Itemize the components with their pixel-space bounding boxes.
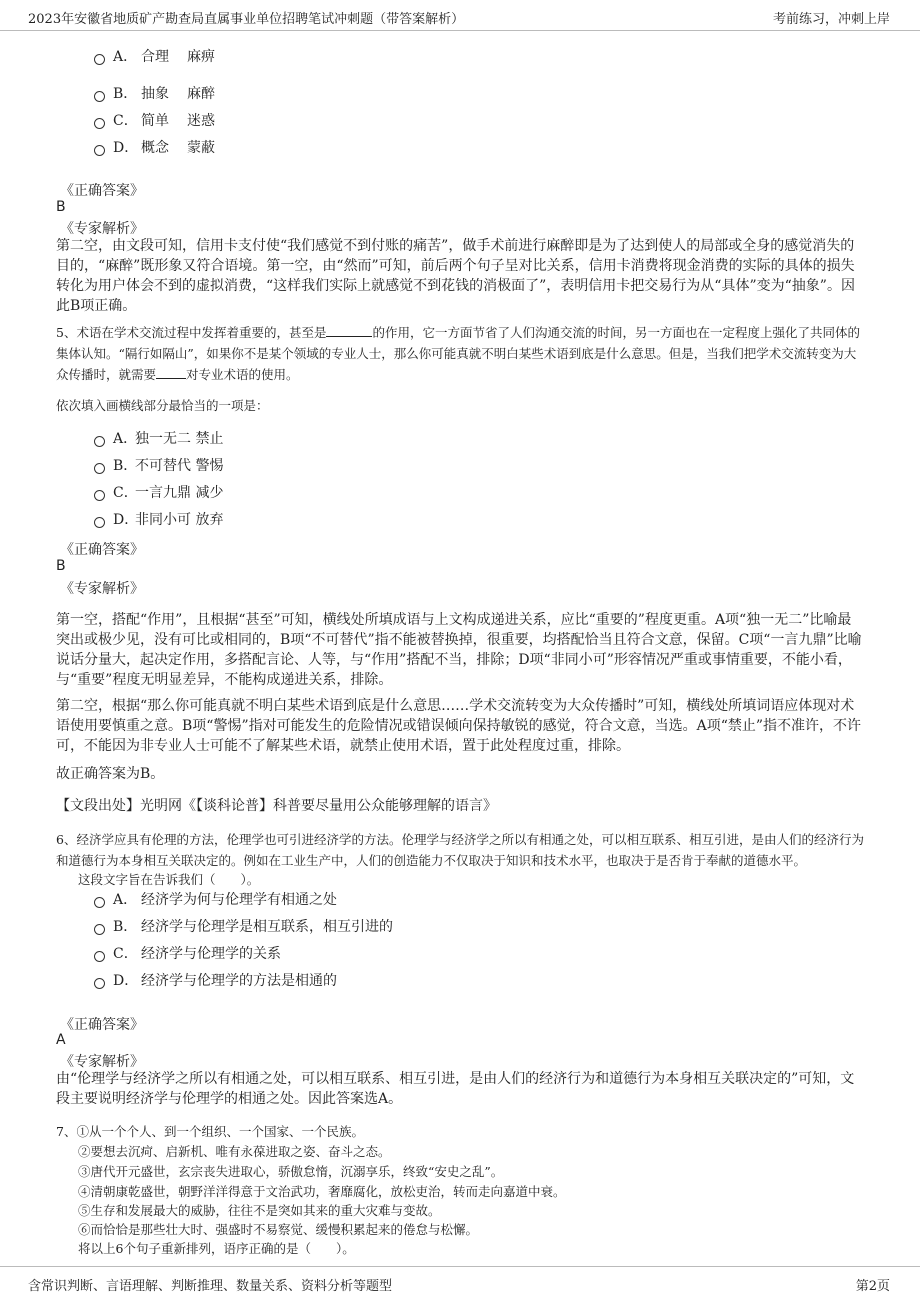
q6-option-b[interactable]: B． 经济学与伦理学是相互联系，相互引进的 — [94, 917, 393, 937]
footer-text: 含常识判断、言语理解、判断推理、数量关系、资料分析等题型 — [28, 1279, 393, 1294]
q5-answer-label: 《正确答案》 — [60, 542, 144, 558]
header-slogan: 考前练习，冲刺上岸 — [772, 12, 890, 27]
q4-option-b[interactable]: B． 抽象 麻醉 — [94, 84, 215, 104]
q4-option-a[interactable]: A． 合理 麻痹 — [94, 47, 215, 67]
radio-icon[interactable] — [94, 978, 105, 989]
page-number: 第2页 — [855, 1279, 890, 1294]
q5-option-c[interactable]: C．一言九鼎 减少 — [94, 483, 223, 503]
q4-analysis-label: 《专家解析》 — [60, 221, 144, 237]
q5-source: 【文段出处】光明网《【谈科论普】科普要尽量用公众能够理解的语言》 — [56, 798, 497, 814]
q6-question: 这段文字旨在告诉我们（ ）。 — [78, 872, 260, 887]
radio-icon[interactable] — [94, 463, 105, 474]
radio-icon[interactable] — [94, 924, 105, 935]
q4-analysis: 第二空，由文段可知，信用卡支付使“我们感觉不到付账的痛苦”，做手术前进行麻醉即是为了达到使人的局部或全身的感觉消失的目的，“麻醉”既形象又符合语境。第一空，由“然而”可知，前后两个句子呈对比关系，信用卡消费将现金消费的实际的具体的损失转化为用户体会不到的虚拟消费，“这样我们实际上就感觉不到花钱的消极面了”，表明信用卡把交易行为从“具体”变为“抽象”。因此B项正确。 — [56, 238, 855, 314]
radio-icon[interactable] — [94, 54, 105, 65]
q6-option-d[interactable]: D． 经济学与伦理学的方法是相通的 — [94, 971, 337, 991]
page-header — [0, 0, 920, 31]
q4-option-d[interactable]: D． 概念 蒙蔽 — [94, 138, 215, 158]
radio-icon[interactable] — [94, 118, 105, 129]
q5-analysis-p2: 第二空，根据“那么你可能真就不明白某些术语到底是什么意思……学术交流转变为大众传播时”可知，横线处所填词语应体现对术语使用要慎重之意。B项“警惕”指对可能发生的危险情况或错误倾向保持敏锐的感觉，符合文意，当选。A项“禁止”指不准许，不许可，不能因为非专业人士可能不了解某些术语，就禁止使用术语，置于此处程度过重，排除。 — [56, 698, 862, 754]
q6-option-a[interactable]: A． 经济学为何与伦理学有相通之处 — [94, 890, 337, 910]
q6-answer-label: 《正确答案》 — [60, 1017, 144, 1033]
q5-analysis-p1: 第一空，搭配“作用”，且根据“甚至”可知，横线处所填成语与上文构成递进关系，应比“重要的”程度更重。A项“独一无二”比喻最突出或极少见，没有可比或相同的，B项“不可替代”指不能被替换掉，很重要，均搭配恰当且符合文意，保留。C项“一言九鼎”比喻说话分量大，起决定作用，多搭配言论、人等，与“作用”搭配不当，排除；D项“非同小可”形容情况严重或事情重要，不能小看，与“重要”程度无明显差异，不能构成递进关系，排除。 — [56, 612, 862, 688]
q7-line: ④清朝康乾盛世，朝野洋洋得意于文治武功，奢靡腐化，放松吏治，转而走向嘉道中衰。 — [78, 1184, 566, 1199]
q4-answer: B — [56, 199, 66, 215]
q6-analysis-label: 《专家解析》 — [60, 1054, 144, 1070]
radio-icon[interactable] — [94, 436, 105, 447]
page-footer — [0, 1266, 920, 1303]
q6-analysis: 由“伦理学与经济学之所以有相通之处，可以相互联系、相互引进，是由人们的经济行为和道德行为本身相互关联决定的”可知，文段主要说明经济学与伦理学的相通之处。因此答案选A。 — [56, 1071, 855, 1107]
q5-option-d[interactable]: D．非同小可 放弃 — [94, 510, 223, 530]
radio-icon[interactable] — [94, 951, 105, 962]
q5-option-a[interactable]: A．独一无二 禁止 — [94, 429, 223, 449]
q5-stem: 5、术语在学术交流过程中发挥着重要的，甚至是 的作用，它一方面节省了人们沟通交流的时间，另一方面也在一定程度上强化了共同体的集体认知。“隔行如隔山”，如果你不是某个领域的专业人士，那么你可能真就不明白某些术语到底是什么意思。但是，当我们把学术交流转变为大众传播时，就需要 对专业术语的使用。 — [56, 325, 860, 382]
q5-conclusion: 故正确答案为B。 — [56, 766, 165, 782]
radio-icon[interactable] — [94, 490, 105, 501]
q6-stem: 6、经济学应具有伦理的方法，伦理学也可引进经济学的方法。伦理学与经济学之所以有相通之处，可以相互联系、相互引进，是由人们的经济行为和道德行为本身相互关联决定的。例如在工业生产中，人们的创造能力不仅取决于知识和技术水平，也取决于是否肯于奉献的道德水平。 — [56, 832, 864, 868]
q7-line: ⑥而恰恰是那些壮大时、强盛时不易察觉、缓慢积累起来的倦怠与松懈。 — [78, 1222, 479, 1237]
q6-option-c[interactable]: C． 经济学与伦理学的关系 — [94, 944, 281, 964]
header-title: 2023年安徽省地质矿产勘查局直属事业单位招聘笔试冲刺题（带答案解析） — [28, 12, 465, 27]
q5-prompt: 依次填入画横线部分最恰当的一项是： — [56, 398, 269, 413]
blank-line — [156, 365, 186, 379]
q5-option-b[interactable]: B．不可替代 警惕 — [94, 456, 223, 476]
q7-question: 将以上6个句子重新排列，语序正确的是（ ）。 — [78, 1241, 355, 1256]
q5-answer: B — [56, 558, 66, 574]
q7-first-line: 7、①从一个个人、到一个组织、一个国家、一个民族。 — [56, 1124, 364, 1139]
q5-analysis-label: 《专家解析》 — [60, 581, 144, 597]
q7-line: ③唐代开元盛世，玄宗丧失进取心，骄傲怠惰，沉溺享乐，终致“安史之乱”。 — [78, 1164, 504, 1179]
radio-icon[interactable] — [94, 145, 105, 156]
q7-line: ②要想去沉疴、启新机、唯有永葆进取之姿、奋斗之态。 — [78, 1144, 391, 1159]
q4-answer-label: 《正确答案》 — [60, 183, 144, 199]
q7-line: ⑤生存和发展最大的威胁，往往不是突如其来的重大灾难与变故。 — [78, 1203, 441, 1218]
radio-icon[interactable] — [94, 517, 105, 528]
radio-icon[interactable] — [94, 897, 105, 908]
q4-option-c[interactable]: C． 简单 迷惑 — [94, 111, 215, 131]
blank-line — [326, 323, 372, 337]
radio-icon[interactable] — [94, 91, 105, 102]
q6-answer: A — [56, 1032, 66, 1048]
